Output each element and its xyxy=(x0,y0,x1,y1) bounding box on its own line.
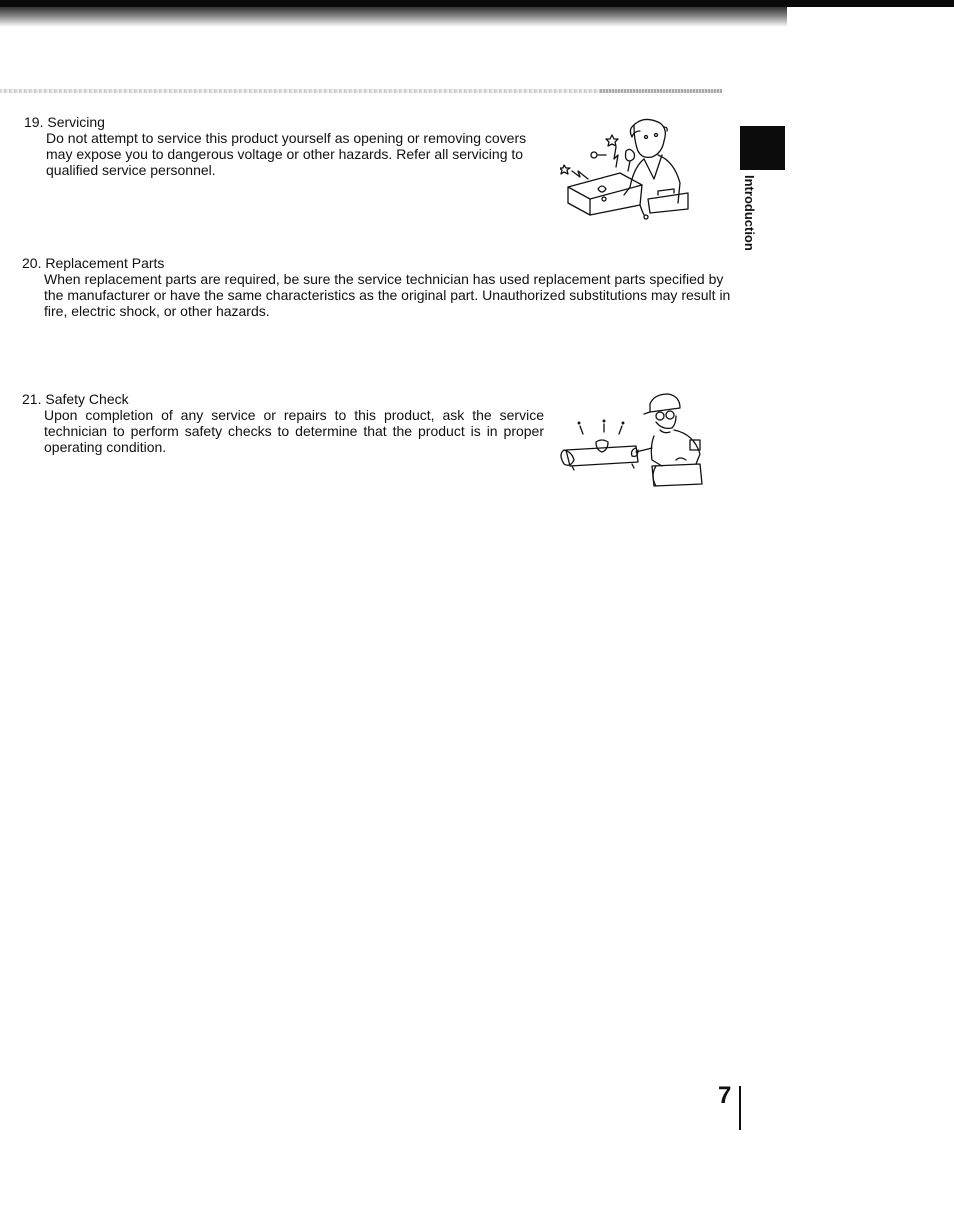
man-opening-projector-sparks-illustration xyxy=(560,115,692,220)
item-body: Do not attempt to service this product yourself as opening or removing covers may expose you to dangerous voltage or other hazards. Refer all servicing to qualified service personnel. xyxy=(46,130,527,178)
section-tab-label: Introduction xyxy=(742,175,757,251)
header-bar xyxy=(0,0,954,7)
item-body: When replacement parts are required, be sure the service technician has used replacement parts specified by the manufacturer or have the same characteristics as the original part. Unauthorized substitutions may result in fire, electric shock, or other hazards. xyxy=(44,271,731,319)
item-heading: 20. Replacement Parts xyxy=(22,255,165,271)
list-item-safety-check xyxy=(22,391,544,455)
list-item-replacement-parts xyxy=(22,255,732,319)
item-heading: 21. Safety Check xyxy=(22,391,129,407)
technician-checking-projector-illustration xyxy=(556,390,706,490)
header-rule-accent xyxy=(600,89,722,93)
page-number-divider xyxy=(739,1086,741,1130)
section-tab-marker xyxy=(740,126,785,170)
header-gradient xyxy=(0,7,787,27)
page-number: 7 xyxy=(718,1082,732,1109)
list-item-servicing xyxy=(24,114,544,178)
item-body: Upon completion of any service or repairs to this product, ask the service technician to perform safety checks to determine that the product is in proper operating condition. xyxy=(44,407,544,455)
item-heading: 19. Servicing xyxy=(24,114,105,130)
